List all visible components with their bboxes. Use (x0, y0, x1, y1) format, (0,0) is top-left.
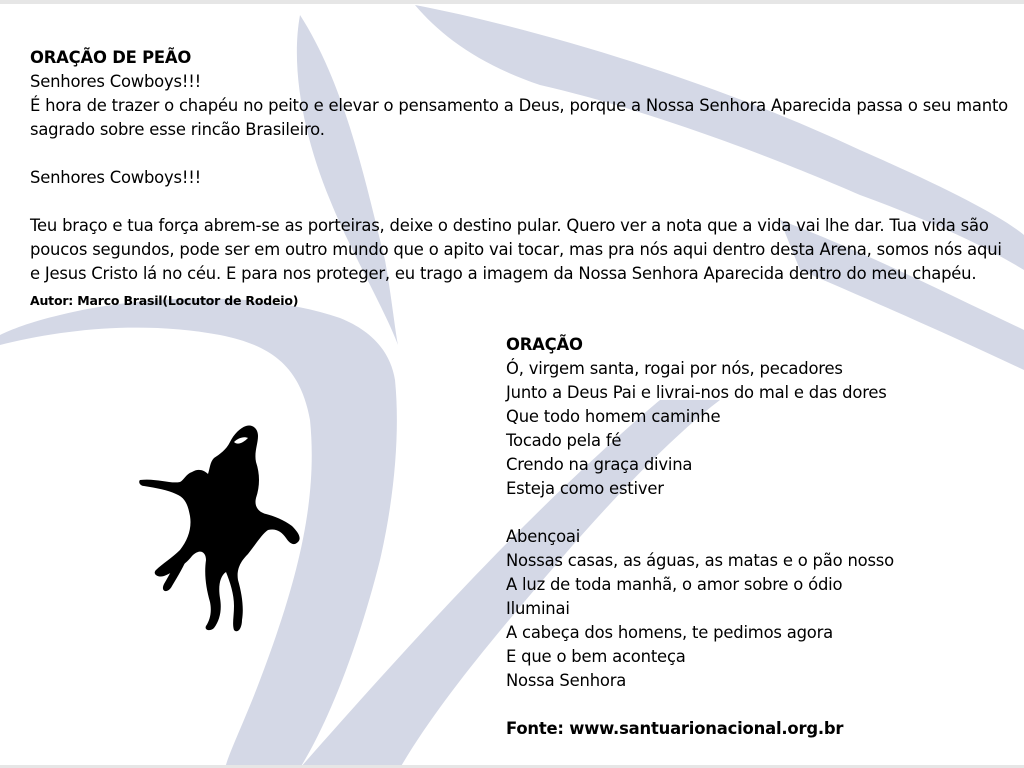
greeting-line-1: Senhores Cowboys!!! (30, 72, 201, 91)
prayer-line: Que todo homem caminhe (506, 407, 721, 426)
prayer-line: Esteja como estiver (506, 479, 664, 498)
prayer-line: E que o bem aconteça (506, 647, 686, 666)
prayer-line: Iluminai (506, 599, 570, 618)
prayer-line: Junto a Deus Pai e livrai-nos do mal e das dores (506, 383, 887, 402)
prayer-line: Crendo na graça divina (506, 455, 693, 474)
rearing-horse-rider-silhouette-icon (134, 424, 306, 634)
spacer (30, 142, 1010, 166)
prayer-line: Nossa Senhora (506, 671, 627, 690)
prayer-line: Ó, virgem santa, rogai por nós, pecadores (506, 359, 843, 378)
page-title: ORAÇÃO DE PEÃO (30, 48, 192, 67)
prayer-line: A cabeça dos homens, te pedimos agora (506, 623, 833, 642)
spacer (506, 693, 1006, 717)
prayer-line: Abençoai (506, 527, 581, 546)
intro-paragraph: É hora de trazer o chapéu no peito e elevar o pensamento a Deus, porque a Nossa Senhora Aparecida passa o seu manto sagrado sobre esse rincão Brasileiro. (30, 96, 1009, 139)
body-paragraph: Teu braço e tua força abrem-se as porteiras, deixe o destino pular. Quero ver a nota que a vida vai lhe dar. Tua vida são poucos segundos, pode ser em outro mundo que o apito vai tocar, mas pra nós aqui dentro desta Arena, somos nós aqui e Jesus Cristo lá no céu. E para nos proteger, eu trago a imagem da Nossa Senhora Aparecida dentro do meu chapéu. (30, 216, 1002, 283)
prayer-line: A luz de toda manhã, o amor sobre o ódio (506, 575, 843, 594)
source-credit: Fonte: www.santuarionacional.org.br (506, 719, 844, 738)
spacer (30, 190, 1010, 214)
prayer-line: Tocado pela fé (506, 431, 622, 450)
prayer-line: Nossas casas, as águas, as matas e o pão nosso (506, 551, 894, 570)
prayer-block (506, 333, 1006, 741)
spacer (506, 501, 1006, 525)
greeting-line-2: Senhores Cowboys!!! (30, 168, 201, 187)
author-credit: Autor: Marco Brasil(Locutor de Rodeio) (30, 293, 299, 308)
top-text-block (30, 46, 1010, 310)
prayer-title: ORAÇÃO (506, 335, 583, 354)
